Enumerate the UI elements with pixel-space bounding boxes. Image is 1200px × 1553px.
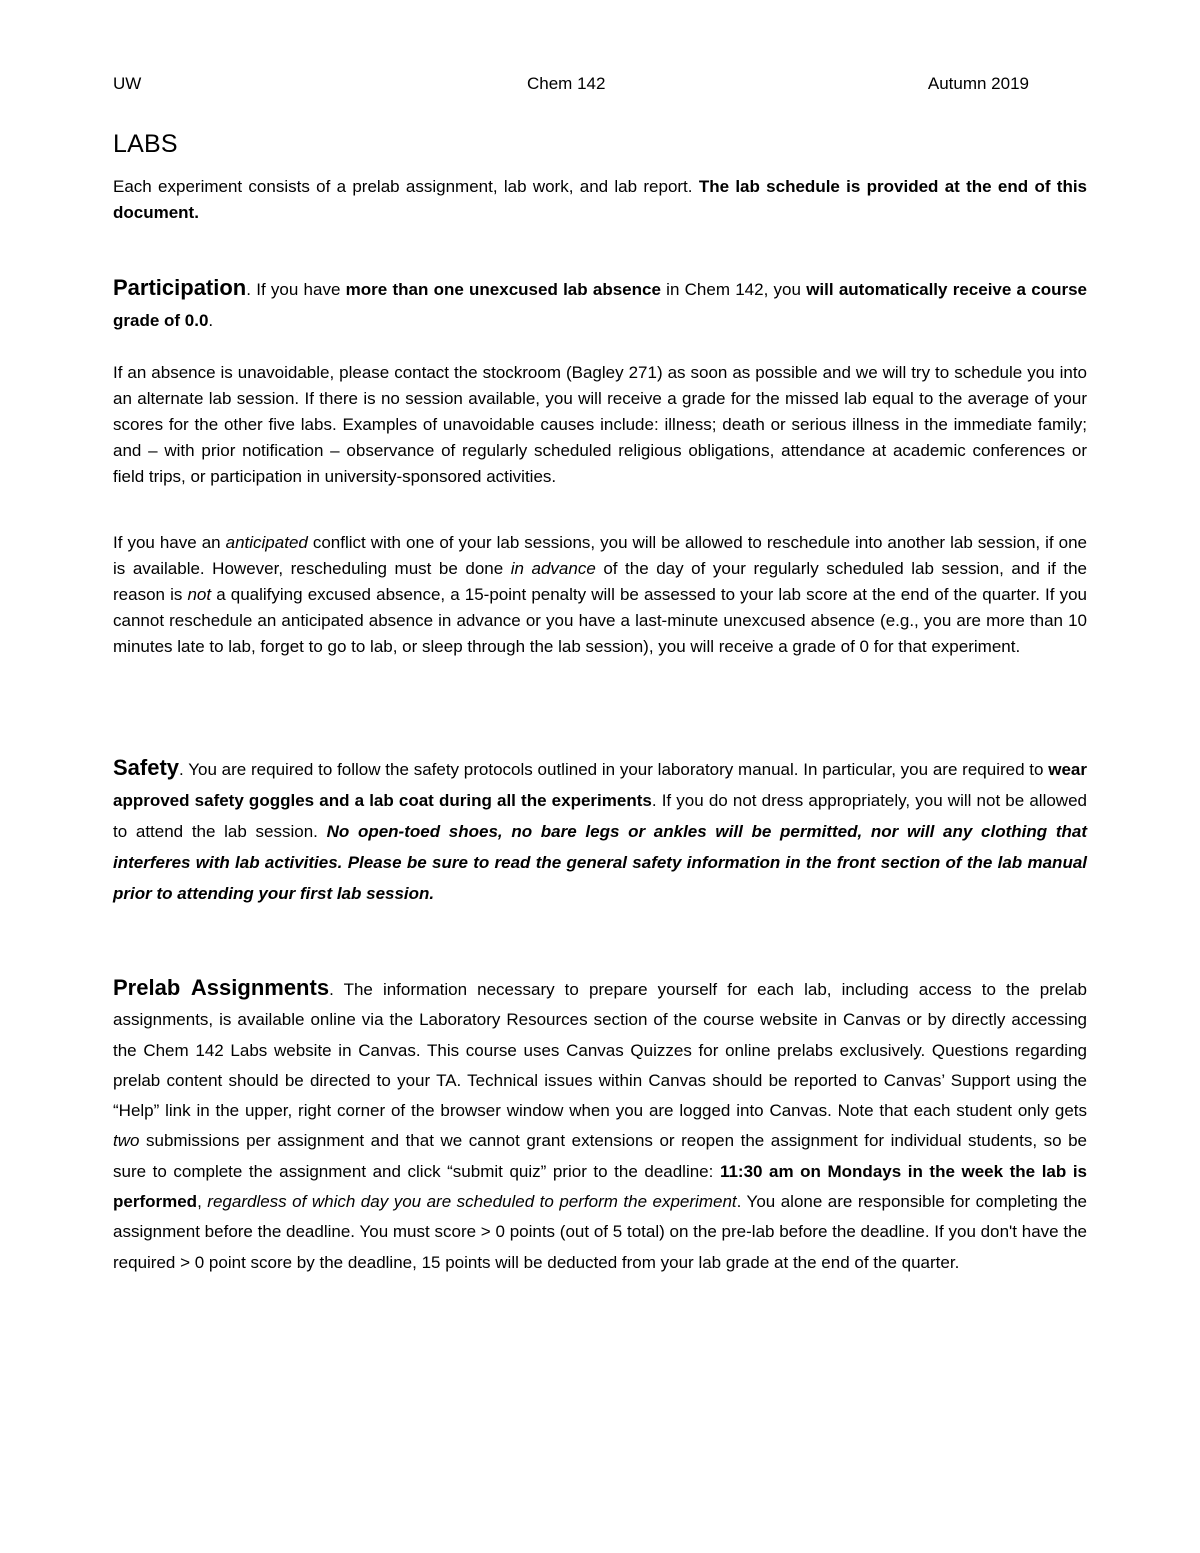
participation-bold-1: more than one unexcused lab absence [345, 280, 661, 299]
prelab-paragraph [113, 973, 1087, 1278]
intro-text: Each experiment consists of a prelab assignment, lab work, and lab report. [113, 177, 699, 196]
safety-period: . [179, 760, 184, 779]
participation-paragraph [113, 272, 1087, 336]
participation-text-2: in Chem 142, you [660, 280, 807, 299]
safety-text-2: . If you do not dress appropriately, you will not be allowed to attend the lab session. [113, 791, 1087, 841]
absence-paragraph: If an absence is unavoidable, please contact the stockroom (Bagley 271) as soon as possible and we will try to schedule you into an alternate lab session. If there is no session available, you will receive a grade for the missed lab equal to the average of your scores for the other five labs. Examples of unavoidable causes include: illness; death or serious illness in the immediate family; and – with prior notification – observance of regularly scheduled religious obligations, attendance at academic conferences or field trips, or participation in university-sponsored activities. [113, 363, 1087, 486]
anticipated-italic-3: not [187, 585, 212, 604]
prelab-text-2: submissions per assignment and that we cannot grant extensions or reopen the assignment for individual students, so be sure to complete the assignment and click “submit quiz” prior to the deadline: [113, 1131, 1087, 1181]
prelab-italic-1: two [113, 1131, 140, 1151]
intro-paragraph [113, 174, 1087, 226]
anticipated-text-1: If you have an [113, 533, 226, 552]
prelab-text-3: , [197, 1192, 208, 1212]
anticipated-text-4: a qualifying excused absence, a 15-point penalty will be assessed to your lab score at the end of the quarter. If you cannot reschedule an anticipated absence in advance or you have a last-minute unexcused absence (e.g., you are more than 10 minutes late to lab, forget to go to lab, or sleep through the lab session), you will receive a grade of 0 for that experiment. [113, 585, 1087, 656]
participation-period: . [246, 280, 251, 299]
header-term: Autumn 2019 [927, 74, 1029, 93]
safety-bold-1: wear approved safety goggles and a lab coat during all the experiments [113, 760, 1087, 810]
safety-paragraph [113, 752, 1087, 909]
prelab-heading: Prelab Assignments [113, 975, 330, 1000]
safety-bold-italic-1: No open-toed shoes, no bare legs or ankles will be permitted, nor will any clothing that interferes with lab activities. Please be sure to read the general safety information in the front section of the lab manual prior to attending your first lab session. [113, 822, 1087, 903]
prelab-text-1: The information necessary to prepare yourself for each lab, including access to the prelab assignments, is available online via the Laboratory Resources section of the course website in Canvas or by directly accessing the Chem 142 Labs website in Canvas. This course uses Canvas Quizzes for online prelabs exclusively. Questions regarding prelab content should be directed to your TA. Technical issues within Canvas should be reported to Canvas’ Support using the “Help” link in the upper, right corner of the browser window when you are logged into Canvas. Note that each student only gets [113, 980, 1087, 1121]
anticipated-text-2: conflict with one of your lab sessions, you will be allowed to reschedule into another lab session, if one is available. However, rescheduling must be done [113, 533, 1087, 578]
section-title: LABS [113, 130, 178, 158]
anticipated-paragraph [113, 530, 1087, 660]
page-header [113, 74, 1087, 98]
anticipated-text-3: of the day of your regularly scheduled lab session, and if the reason is [113, 559, 1087, 604]
prelab-bold-1: 11:30 am on Mondays in the week the lab is performed [113, 1161, 1087, 1212]
prelab-text-4: . You alone are responsible for completing the assignment before the deadline. You must score > 0 points (out of 5 total) on the pre-lab before the deadline. If you don't have the required > 0 point score by the deadline, 15 points will be deducted from your lab grade at the end of the quarter. [113, 1192, 1087, 1272]
anticipated-italic-2: in advance [510, 559, 596, 578]
prelab-italic-2: regardless of which day you are scheduled to perform the experiment [207, 1192, 737, 1212]
safety-text-1: You are required to follow the safety protocols outlined in your laboratory manual. In particular, you are required to [183, 760, 1049, 779]
safety-heading: Safety [113, 755, 180, 780]
intro-bold-text: The lab schedule is provided at the end of this document. [113, 177, 1088, 222]
participation-text-3: . [208, 311, 214, 330]
participation-bold-2: will automatically receive a course grade of 0.0 [113, 280, 1088, 330]
prelab-period: . [329, 980, 334, 999]
anticipated-italic-1: anticipated [225, 533, 308, 552]
participation-text-1: If you have [250, 280, 346, 299]
header-course: Chem 142 [527, 74, 606, 93]
participation-heading: Participation [113, 275, 247, 300]
header-institution: UW [113, 74, 142, 93]
